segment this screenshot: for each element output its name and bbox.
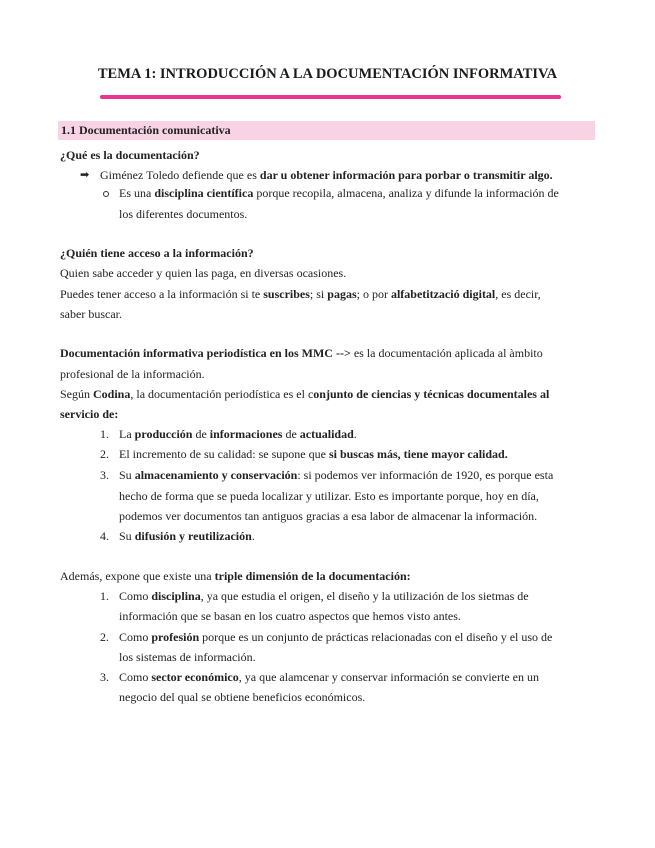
circle-bullet-icon	[103, 191, 109, 197]
paragraph-line: los sistemas de información.	[119, 650, 256, 664]
paragraph-line: saber buscar.	[60, 307, 122, 321]
section-heading-bar	[58, 121, 595, 140]
list-number: 1.	[100, 589, 109, 603]
paragraph-line: información que se basan en los cuatro aspectos que hemos visto antes.	[119, 609, 461, 623]
paragraph-line: Puedes tener acceso a la información si te suscribes; si pagas; o por alfabetització digital, es decir,	[60, 287, 541, 301]
paragraph-line: hecho de forma que se pueda localizar y utilizar. Esto es importante porque, hoy en día,	[119, 489, 539, 503]
list-number: 2.	[100, 447, 109, 461]
paragraph-line: Giménez Toledo defiende que es dar u obtener información para porbar o transmitir algo.	[100, 168, 553, 182]
list-item: Su almacenamiento y conservación: si podemos ver información de 1920, es porque esta	[119, 468, 554, 482]
paragraph-line: los diferentes documentos.	[119, 207, 248, 221]
list-item: Su difusión y reutilización.	[119, 529, 255, 543]
paragraph-line: Quien sabe acceder y quien las paga, en diversas ocasiones.	[60, 266, 347, 280]
paragraph-line: negocio del qual se obtiene beneficios económicos.	[119, 690, 366, 704]
section-heading: 1.1 Documentación comunicativa	[61, 123, 231, 137]
list-item: Como disciplina, ya que estudia el origen, el diseño y la utilización de los sietmas de	[119, 589, 529, 603]
list-number: 3.	[100, 670, 109, 684]
question-heading: ¿Qué es la documentación?	[60, 148, 200, 162]
arrow-right-icon: ➡	[80, 168, 90, 181]
paragraph-line: profesional de la información.	[60, 367, 205, 381]
list-number: 4.	[100, 529, 109, 543]
list-number: 2.	[100, 630, 109, 644]
paragraph-line: Es una disciplina científica porque recopila, almacena, analiza y difunde la información de	[119, 186, 559, 200]
list-item: Como sector económico, ya que alamcenar y conservar información se convierte en un	[119, 670, 539, 684]
list-item: Como profesión porque es un conjunto de prácticas relacionadas con el diseño y el uso de	[119, 630, 553, 644]
list-number: 1.	[100, 427, 109, 441]
title-underline	[100, 95, 561, 99]
paragraph-line: podemos ver documentos tan antiguos gracias a esa labor de almacenar la información.	[119, 509, 538, 523]
paragraph-line: Además, expone que existe una triple dimensión de la documentación:	[60, 569, 411, 583]
paragraph-line: Según Codina, la documentación periodística es el conjunto de ciencias y técnicas documentales al	[60, 387, 550, 401]
paragraph-line: Documentación informativa periodística en los MMC --> es la documentación aplicada al àmbito	[60, 346, 543, 360]
question-heading: ¿Quién tiene acceso a la información?	[60, 246, 254, 260]
list-item: El incremento de su calidad: se supone que si buscas más, tiene mayor calidad.	[119, 447, 508, 461]
list-number: 3.	[100, 468, 109, 482]
paragraph-line: servicio de:	[60, 407, 119, 421]
page-title: TEMA 1: INTRODUCCIÓN A LA DOCUMENTACIÓN INFORMATIVA	[97, 66, 558, 82]
list-item: La producción de informaciones de actualidad.	[119, 427, 357, 441]
